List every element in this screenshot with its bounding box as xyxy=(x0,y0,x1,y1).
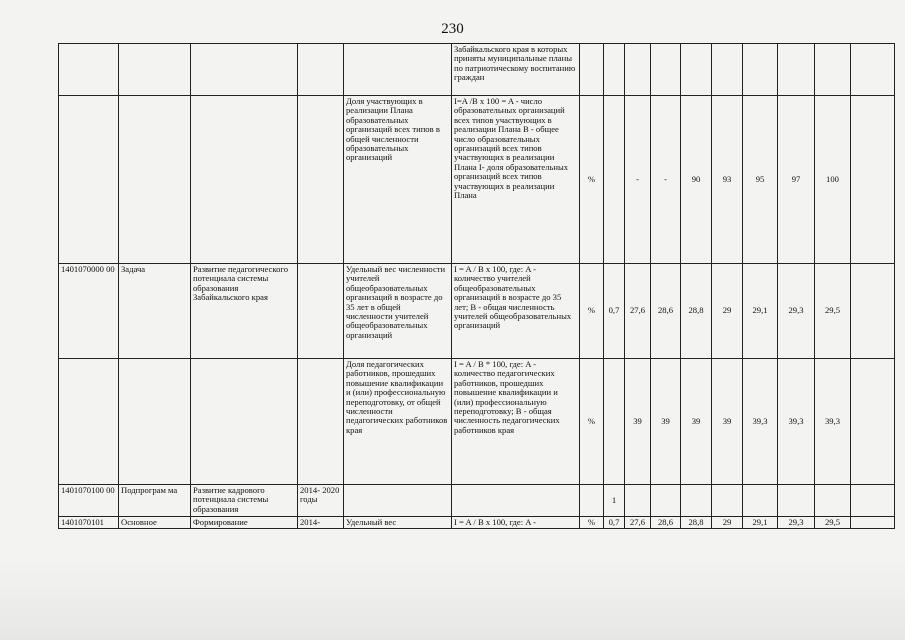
program-indicators-table xyxy=(58,43,895,529)
cell-value-6: 29,1 xyxy=(743,264,778,359)
cell-code: 1401070000 00 xyxy=(59,264,119,359)
cell-unit: % xyxy=(580,359,604,485)
cell-code xyxy=(59,359,119,485)
cell-code: 1401070101 xyxy=(59,517,119,529)
cell-value-8 xyxy=(815,485,851,517)
cell-value-2 xyxy=(625,44,651,96)
cell-value-7: 29,3 xyxy=(778,517,815,529)
scan-shading xyxy=(0,560,905,640)
cell-type: Подпрограм ма xyxy=(119,485,191,517)
cell-value-2: 39 xyxy=(625,359,651,485)
cell-indicator xyxy=(344,44,452,96)
cell-unit: % xyxy=(580,264,604,359)
cell-value-5: 29 xyxy=(712,264,743,359)
cell-value-2: - xyxy=(625,96,651,264)
cell-value-9 xyxy=(851,517,895,529)
cell-value-6: 29,1 xyxy=(743,517,778,529)
cell-value-7: 39,3 xyxy=(778,359,815,485)
cell-value-6 xyxy=(743,485,778,517)
table-row xyxy=(59,485,895,517)
cell-value-2: 27,6 xyxy=(625,264,651,359)
cell-period: 2014- xyxy=(298,517,344,529)
page-number: 230 xyxy=(441,21,464,37)
cell-unit: % xyxy=(580,96,604,264)
cell-value-1 xyxy=(604,44,625,96)
cell-value-4 xyxy=(681,44,712,96)
cell-value-3: - xyxy=(651,96,681,264)
table-row xyxy=(59,517,895,529)
cell-value-5 xyxy=(712,44,743,96)
cell-type xyxy=(119,44,191,96)
cell-indicator: Удельный вес численности учителей общеобразовательных организаций в возрасте до 35 лет в общей численности учителей общеобразовательных организаций xyxy=(344,264,452,359)
cell-value-1 xyxy=(604,96,625,264)
cell-value-3 xyxy=(651,485,681,517)
cell-value-6: 39,3 xyxy=(743,359,778,485)
cell-value-2: 27,6 xyxy=(625,517,651,529)
table-row xyxy=(59,264,895,359)
cell-value-7: 29,3 xyxy=(778,264,815,359)
cell-value-8: 39,3 xyxy=(815,359,851,485)
cell-value-9 xyxy=(851,359,895,485)
cell-value-5: 39 xyxy=(712,359,743,485)
cell-value-6: 95 xyxy=(743,96,778,264)
cell-value-4 xyxy=(681,485,712,517)
cell-indicator xyxy=(344,485,452,517)
cell-period xyxy=(298,44,344,96)
cell-name: Развитие педагогического потенциала системы образования Забайкальского края xyxy=(191,264,298,359)
cell-formula: I = A / B x 100, где: A - количество учителей общеобразовательных организаций в возрасте до 35 лет; B - общая численность учителей общеобразовательных организаций xyxy=(452,264,580,359)
cell-indicator: Доля педагогических работников, прошедших повышение квалификации и (или) профессиональную переподготовку, от общей численности педагогических работников края xyxy=(344,359,452,485)
cell-value-8: 29,5 xyxy=(815,517,851,529)
cell-name xyxy=(191,96,298,264)
cell-type: Основное xyxy=(119,517,191,529)
cell-value-9 xyxy=(851,44,895,96)
cell-value-7 xyxy=(778,44,815,96)
cell-period xyxy=(298,264,344,359)
cell-type xyxy=(119,96,191,264)
cell-value-9 xyxy=(851,264,895,359)
cell-formula: I=A /B x 100 = A - число образовательных организаций всех типов участвующих в реализации Плана B - общее число образовательных организаций всех типов участвующих в реализации Плана I- доля образовательных организаций всех типов участвующих в реализации Плана xyxy=(452,96,580,264)
cell-code xyxy=(59,44,119,96)
cell-value-1: 0,7 xyxy=(604,264,625,359)
cell-indicator: Доля участвующих в реализации Плана образовательных организаций всех типов в общей численности образовательных организаций xyxy=(344,96,452,264)
cell-value-7 xyxy=(778,485,815,517)
cell-value-3 xyxy=(651,44,681,96)
cell-value-8: 29,5 xyxy=(815,264,851,359)
cell-value-6 xyxy=(743,44,778,96)
cell-formula: Забайкальского края в которых приняты муниципальные планы по патриотическому воспитанию граждан xyxy=(452,44,580,96)
cell-period xyxy=(298,96,344,264)
cell-value-4: 90 xyxy=(681,96,712,264)
cell-name: Развитие кадрового потенциала системы образования xyxy=(191,485,298,517)
cell-period: 2014- 2020 годы xyxy=(298,485,344,517)
cell-value-4: 39 xyxy=(681,359,712,485)
cell-indicator: Удельный вес xyxy=(344,517,452,529)
cell-value-1: 0,7 xyxy=(604,517,625,529)
cell-value-3: 28,6 xyxy=(651,264,681,359)
cell-code xyxy=(59,96,119,264)
cell-value-5: 93 xyxy=(712,96,743,264)
cell-value-2 xyxy=(625,485,651,517)
table-row xyxy=(59,359,895,485)
cell-value-5: 29 xyxy=(712,517,743,529)
cell-value-5 xyxy=(712,485,743,517)
cell-unit xyxy=(580,44,604,96)
cell-value-9 xyxy=(851,96,895,264)
cell-value-3: 39 xyxy=(651,359,681,485)
cell-formula: I = A / B * 100, где: A - количество педагогических работников, прошедших повышение квалификации и (или) профессиональную переподготовку; B - общая численность педагогических работников края xyxy=(452,359,580,485)
cell-value-3: 28,6 xyxy=(651,517,681,529)
cell-name xyxy=(191,359,298,485)
cell-formula: I = A / B x 100, где: A - xyxy=(452,517,580,529)
table-row xyxy=(59,96,895,264)
cell-value-8 xyxy=(815,44,851,96)
cell-value-1: 1 xyxy=(604,485,625,517)
cell-code: 1401070100 00 xyxy=(59,485,119,517)
cell-value-7: 97 xyxy=(778,96,815,264)
cell-value-9 xyxy=(851,485,895,517)
cell-period xyxy=(298,359,344,485)
cell-formula xyxy=(452,485,580,517)
cell-type: Задача xyxy=(119,264,191,359)
table-row xyxy=(59,44,895,96)
cell-value-1 xyxy=(604,359,625,485)
cell-value-4: 28,8 xyxy=(681,517,712,529)
cell-name: Формирование xyxy=(191,517,298,529)
cell-type xyxy=(119,359,191,485)
cell-unit: % xyxy=(580,517,604,529)
cell-unit xyxy=(580,485,604,517)
cell-value-4: 28,8 xyxy=(681,264,712,359)
cell-name xyxy=(191,44,298,96)
cell-value-8: 100 xyxy=(815,96,851,264)
